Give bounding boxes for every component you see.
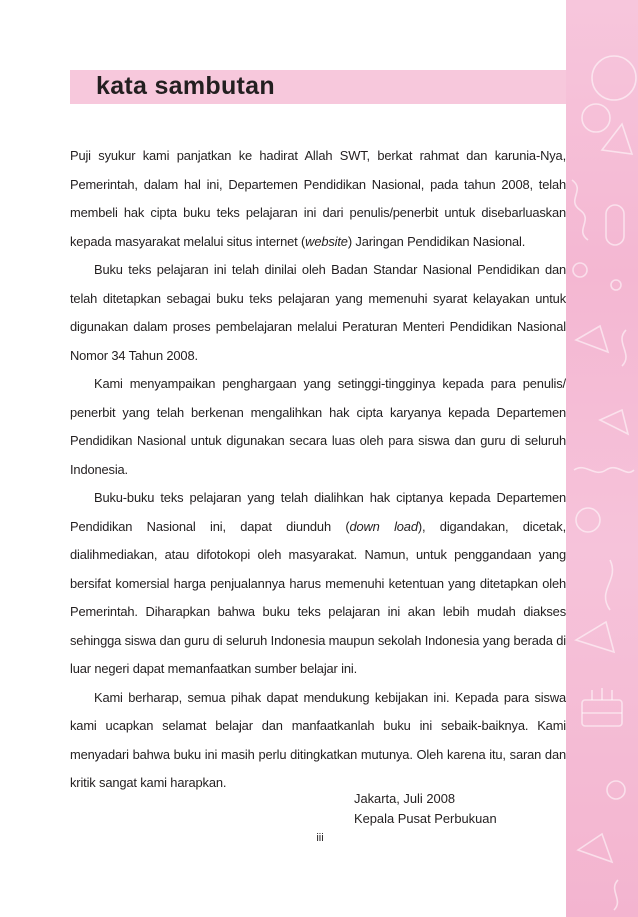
decorative-sidebar bbox=[566, 0, 638, 917]
party-hat-icon bbox=[578, 834, 612, 862]
text-segment: Kami berharap, semua pihak dapat mendukung kebijakan ini. Kepada para siswa kami ucapkan selamat belajar dan manfaatkanlah buku ini sebaik-baiknya. Kami menyadari bahwa buku ini masih perlu ditingkatkan mutunya. Oleh karena itu, saran dan kritik sangat kami harapkan. bbox=[70, 689, 566, 790]
confetti-icon bbox=[611, 280, 621, 290]
text-segment: ), digandakan, dicetak, dialihmediakan, atau difotokopi oleh masyarakat. Namun, untuk penggandaan yang bersifat komersial harga penjualannya harus memenuhi ketentuan yang ditetapkan oleh Pemerintah. Diharapkan bahwa buku teks pelajaran ini akan lebih mudah diakses sehingga siswa dan guru di seluruh Indonesia maupun sekolah Indonesia yang berada di luar negeri dapat memanfaatkan sumber belajar ini. bbox=[70, 518, 567, 676]
balloon-icon bbox=[582, 104, 610, 132]
balloon-icon bbox=[576, 508, 600, 532]
page-number: iii bbox=[316, 832, 324, 844]
text-segment-italic: website bbox=[305, 233, 348, 249]
party-hat-icon bbox=[600, 410, 628, 434]
text-segment: ) Jaringan Pendidikan Nasional. bbox=[347, 233, 526, 249]
page-title: kata sambutan bbox=[96, 72, 275, 100]
paragraph bbox=[70, 256, 566, 370]
signature-place-date: Jakarta, Juli 2008 bbox=[354, 791, 456, 806]
streamer-icon bbox=[614, 880, 618, 910]
streamer-icon bbox=[574, 468, 634, 473]
paragraph bbox=[70, 370, 566, 484]
party-hat-icon bbox=[576, 622, 614, 652]
text-segment: Puji syukur kami panjatkan ke hadirat Allah SWT, berkat rahmat dan karunia-Nya, Pemerintah, dalam hal ini, Departemen Pendidikan Nasional, pada tahun 2008, telah membeli hak cipta buku teks pelajaran ini dari penulis/penerbit untuk disebarluaskan kepada masyarakat melalui situs internet ( bbox=[70, 148, 566, 249]
signature-block bbox=[354, 789, 497, 829]
streamer-icon bbox=[622, 330, 626, 366]
party-decoration-illustration bbox=[566, 0, 638, 917]
text-segment: Buku-buku teks pelajaran yang telah dialihkan hak ciptanya kepada Departemen Pendidikan Nasional ini, dapat diunduh ( bbox=[70, 490, 566, 534]
balloon-icon bbox=[592, 56, 636, 100]
body-text bbox=[70, 142, 566, 798]
party-hat-icon bbox=[576, 326, 608, 352]
text-segment: Kami menyampaikan penghargaan yang setinggi-tingginya kepada para penulis/ penerbit yang telah berkenan mengalihkan hak cipta karyanya kepada Departemen Pendidikan Nasional untuk digunakan secara luas oleh para siswa dan guru di seluruh Indonesia. bbox=[70, 376, 566, 477]
streamer-icon bbox=[572, 180, 588, 240]
paragraph bbox=[70, 142, 566, 256]
streamer-icon bbox=[605, 560, 612, 610]
candle-icon bbox=[592, 688, 612, 700]
paragraph bbox=[70, 684, 566, 798]
text-segment-italic: down load bbox=[349, 518, 418, 534]
text-segment: Buku teks pelajaran ini telah dinilai oleh Badan Standar Nasional Pendidikan dan telah ditetapkan sebagai buku teks pelajaran yang memenuhi syarat kelayakan untuk digunakan dalam proses pembelajaran melalui Peraturan Menteri Pendidikan Nasional Nomor 34 Tahun 2008. bbox=[70, 262, 566, 363]
signature-signatory: Kepala Pusat Perbukuan bbox=[354, 811, 497, 826]
paragraph bbox=[70, 484, 566, 684]
balloon-icon bbox=[607, 781, 625, 799]
candle-icon bbox=[606, 205, 624, 245]
party-hat-icon bbox=[602, 124, 632, 154]
confetti-icon bbox=[573, 263, 587, 277]
